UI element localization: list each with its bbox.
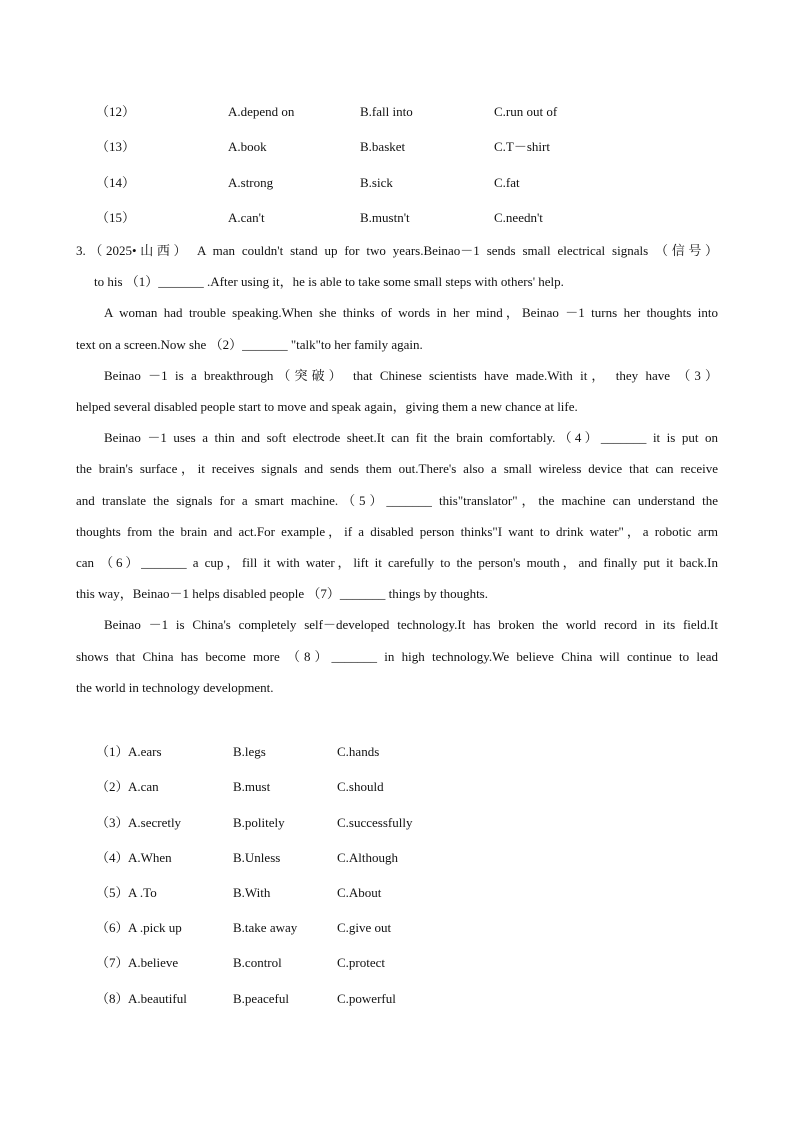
passage-line: this way，Beinao－1 helps disabled people （7）_______ things by thoughts. <box>76 586 488 601</box>
option-b: B.With <box>233 885 271 900</box>
option-number: （12） <box>96 104 136 119</box>
option-number: （15） <box>96 210 136 225</box>
option-c: C.give out <box>337 920 392 935</box>
option-a: A.beautiful <box>128 991 187 1006</box>
passage-line: Beinao －1 uses a thin and soft electrode sheet.It can fit the brain comfortably.（4）_______ it is put on <box>104 430 718 445</box>
option-b: B.fall into <box>360 104 413 119</box>
option-b: B.basket <box>360 139 406 154</box>
option-c: C.T－shirt <box>494 139 550 154</box>
option-c: C.successfully <box>337 815 413 830</box>
passage-line: the world in technology development. <box>76 680 274 695</box>
option-b: B.take away <box>233 920 298 935</box>
option-a: A.can't <box>228 210 265 225</box>
passage-line: can （6）_______ a cup，fill it with water，lift it carefully to the person's mouth，and finally put it back.In <box>76 555 718 570</box>
passage-line: the brain's surface，it receives signals and sends them out.There's also a small wireless device that can receive <box>76 461 718 476</box>
option-number: （6） <box>96 920 129 935</box>
option-a: A.secretly <box>128 815 182 830</box>
passage-line: 3.（2025•山西） A man couldn't stand up for two years.Beinao－1 sends small electrical signals （信号） <box>76 243 718 258</box>
option-c: C.Although <box>337 850 399 865</box>
option-c: C.needn't <box>494 210 543 225</box>
option-number: （2） <box>96 779 129 794</box>
option-b: B.mustn't <box>360 210 410 225</box>
option-b: B.legs <box>233 744 266 759</box>
option-a: A .To <box>128 885 157 900</box>
passage-line: A woman had trouble speaking.When she thinks of words in her mind，Beinao －1 turns her thoughts into <box>104 305 718 320</box>
option-c: C.About <box>337 885 382 900</box>
passage-line: Beinao －1 is a breakthrough（突破） that Chinese scientists have made.With it， they have （3） <box>104 368 718 383</box>
passage-line: helped several disabled people start to move and speak again，giving them a new chance at life. <box>76 399 578 414</box>
passage-line: Beinao －1 is China's completely self－developed technology.It has broken the world record in its field.It <box>104 617 718 632</box>
option-a: A.strong <box>228 175 274 190</box>
option-number: （1） <box>96 744 129 759</box>
option-a: A .pick up <box>128 920 182 935</box>
passage-line: to his （1）_______ .After using it，he is able to take some small steps with others' help. <box>94 274 564 289</box>
passage-line: thoughts from the brain and act.For example，if a disabled person thinks"I want to drink water"，a robotic arm <box>76 524 718 539</box>
option-number: （13） <box>96 139 136 154</box>
option-a: A.depend on <box>228 104 295 119</box>
option-number: （8） <box>96 991 129 1006</box>
option-c: C.powerful <box>337 991 396 1006</box>
option-c: C.hands <box>337 744 380 759</box>
option-b: B.sick <box>360 175 393 190</box>
passage-line: and translate the signals for a smart machine.（5）_______ this"translator"，the machine can understand the <box>76 493 718 508</box>
option-a: A.book <box>228 139 267 154</box>
option-c: C.run out of <box>494 104 558 119</box>
option-a: A.When <box>128 850 172 865</box>
option-a: A.can <box>128 779 159 794</box>
option-number: （14） <box>96 175 136 190</box>
option-b: B.must <box>233 779 271 794</box>
passage-line: shows that China has become more （8）_______ in high technology.We believe China will continue to lead <box>76 649 718 664</box>
option-b: B.control <box>233 955 282 970</box>
option-a: A.believe <box>128 955 179 970</box>
option-c: C.should <box>337 779 384 794</box>
option-b: B.politely <box>233 815 285 830</box>
option-number: （7） <box>96 955 129 970</box>
option-c: C.protect <box>337 955 386 970</box>
option-b: B.peaceful <box>233 991 289 1006</box>
option-b: B.Unless <box>233 850 281 865</box>
option-number: （4） <box>96 850 129 865</box>
option-c: C.fat <box>494 175 520 190</box>
option-number: （5） <box>96 885 129 900</box>
option-a: A.ears <box>128 744 162 759</box>
option-number: （3） <box>96 815 129 830</box>
passage-line: text on a screen.Now she （2）_______ "talk"to her family again. <box>76 337 423 352</box>
